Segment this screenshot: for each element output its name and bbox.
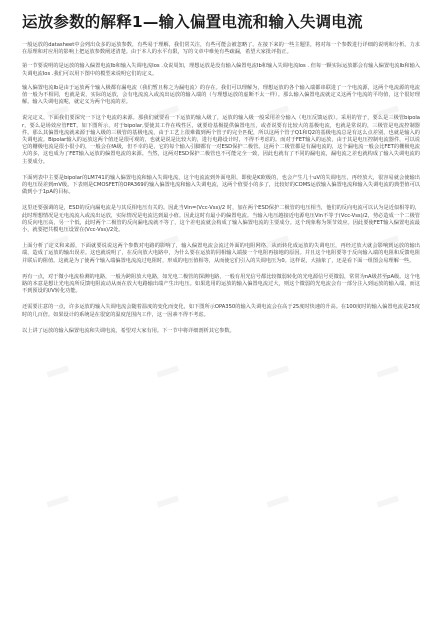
- paragraph-definition: 输入偏置电流Ib是由于运放两个输入极都有漏电流（我们暂且称之为漏电流）的存在。我们可以理解为，理想运放的各个输入端都串联进了一个电流源，这两个电流源的电流值一般为不相同，也就是说，实际的运放，会有电流流入或流出运放的输入端的（与理想运放的虚断不太一样）。那么输入偏置电流就定义这两个电流的平均值，这个很好理解。输入失调电流呢，就定义为两个电流的差。: [22, 84, 420, 106]
- paragraph-intro: 一般运放的datasheet中会列出众多的运放参数，有些易于理解，我们常关注，有些可能会被忽略了。在接下来的一些主题里，将对每一个参数进行详细的说明和分析。力求在原理和对应用的影响上把运放参数阐述清楚。由于本人的水平有限，写的文章中难免有些疏漏，希望大家批评指正。: [22, 42, 420, 56]
- watermark-mark: [264, 357, 287, 370]
- paragraph-source: 说完定义，下面我们要深究一下这个电流的来源。那我们就要看一下运放的输入级了，运放的输入级一般采用差分输入（电压反馈运放）。采用的管子，要么是三极管bipolar，要么是场效应管FET。如下图所示，对于bipolar,要使其工作在线性区，就要给基极提供偏置电压，或者说要有比较大的基极电流，也就是常说的，三极管是电流控制器件。那么其偏置电流就来源于输入级的三极管的基极电流，由于工艺上很难做到两个管子的完全匹配，所以这两个管子Q1和Q2的基极电流总是有这么点差别，也就是输入的失调电流。Bipolar输入的运放这两个值还是很可观的，也就是说是比较大的，进行电路设计时，不得不考虑的。而对于FET输入的运放，由于其是电压控制电流器件，可以说它的栅极电流是很小很小的，一般会在fA级，但不幸的是，它的每个输入引脚都有一对ESD保护二极管。这两个二极管都是有漏电流的，这个漏电流一般会比FET的栅极电流大的多，这也成为了FET输入运放的偏置电流的来源。当然，这两对ESD保护二极管也不可能完全一致，因此也就有了不同的漏电流，漏电流之差也就构成了输入失调电流的主要成分。: [22, 115, 420, 165]
- watermark-mark: [374, 357, 397, 370]
- watermark-mark: [154, 487, 177, 500]
- watermark-mark: [44, 487, 67, 500]
- watermark-mark: [44, 357, 67, 370]
- paragraph-small-current: 再有一点，对于微小电流检测的电路，一般为跨阻放大电路，如光电二极管的探测电路，一般有用光信号都比较微弱转化的光电源信号更微弱，常常为nA级甚至pA级。这个电路的本意是想让光电流所反馈电阻流动从而在放大电路输出端产生出电压。如果选用的运放的输入偏置电流过大，则这个微弱的光电流会有一部分注入到运放的输入端，而这不到预设的I/V转化功能。: [22, 273, 420, 295]
- paragraph-esd-leakage: 这里还要强调的是，ESD的反向漏电流是与其反相电压有关的。因此当Vin=(Vcc-Vss)/2 时，加在两个ESD保护二极管的电压相当，他们的反向电流可以认为是近似相等的，此时理想情况是无电流流入或流出运放，实际情况是电流达到最小值。因此这时有最小的偏置电流。当输入电压越接近电源电压Vin不等于(Vcc-Vss)/2，势必造成一个二极管的反向电压高，另一个低，此时两个二极管的反向漏电流就不等了，这个差电流就会构成了输入偏置电流的主要成分。这个现象称为领节效应。因此要使FET输入偏置电流最小，就要把共模电压设置在(Vcc-Vss)/2处。: [22, 205, 420, 234]
- paragraph-circuit-impact: 上面分析了定义和来源，下面就要说说这两个参数对电路的影响了，输入偏置电流会流过外面的电阻网络，从而转化成运放的失调电压，再经过放大就会影响到运放的输出端，造成了运放的输出误差。这也就说明了，在反向放大电路中，为什么要在运放的同相输入端接一个电阻再接地的原因。并且这个电阻要等于反向输入端的电阻和反馈电阻并联后的阻值。这就是为了使两个输入端偏置电流流过电阻时，形成的电压值相等，从而使它们引入的失调电压为0。这样说，大抽象了，还是看下面一组图会易理解一些。: [22, 243, 420, 264]
- paragraph-temperature: 还需要注意的一点，许多运放的输入失调电流会随着温度的变化而变化，如下图所示OPA350的输入失调电流会在高于25度时快速的升高。在100度时的输入偏置电流是25度时的几百倍。如果设计的系统是在很宽的温度范围内工作，这一因素不得不考虑。: [22, 304, 420, 318]
- paragraph-datasheet-comparison: 下面列表中主要是bipolar的LM741的输入偏置电流和输入失调电流，这个电流流到外面电阻，即使是K欧级的，也会产生几十uV的失调电压，再经放大，很容易就会使输出的电压误差到mV级。下表则是CMOSFET的OPA369的输入偏置电流和输入失调电流，这两个值要小的多了，比较好的COMS运放输入偏置电流和输入失调电流的典型值可以做到小于1pA的目标。: [22, 174, 420, 196]
- paragraph-conclusion: 以上讲了运放的输入偏置电流和失调电流，希望对大家有用。下一节中将详细剖析其它参数。: [22, 327, 235, 334]
- watermark-mark: [154, 357, 177, 370]
- paragraph-section-intro: 第一节要说明的是运放的输入偏置电流Ib和输入失调电流Ios .众说周知，理想运放是没有输入偏置电流Ib和输入失调电流Ios . 但每一颗实际运放都会有输入偏置电流Ib和输入失调电流Ios .我们可以用下图中的模型来说明它们的定义。: [22, 63, 420, 77]
- watermark-mark: [374, 487, 397, 500]
- document-page: [22, 12, 420, 342]
- watermark-mark: [264, 487, 287, 500]
- document-title: 运放参数的解释1—输入偏置电流和输入失调电流: [22, 13, 363, 31]
